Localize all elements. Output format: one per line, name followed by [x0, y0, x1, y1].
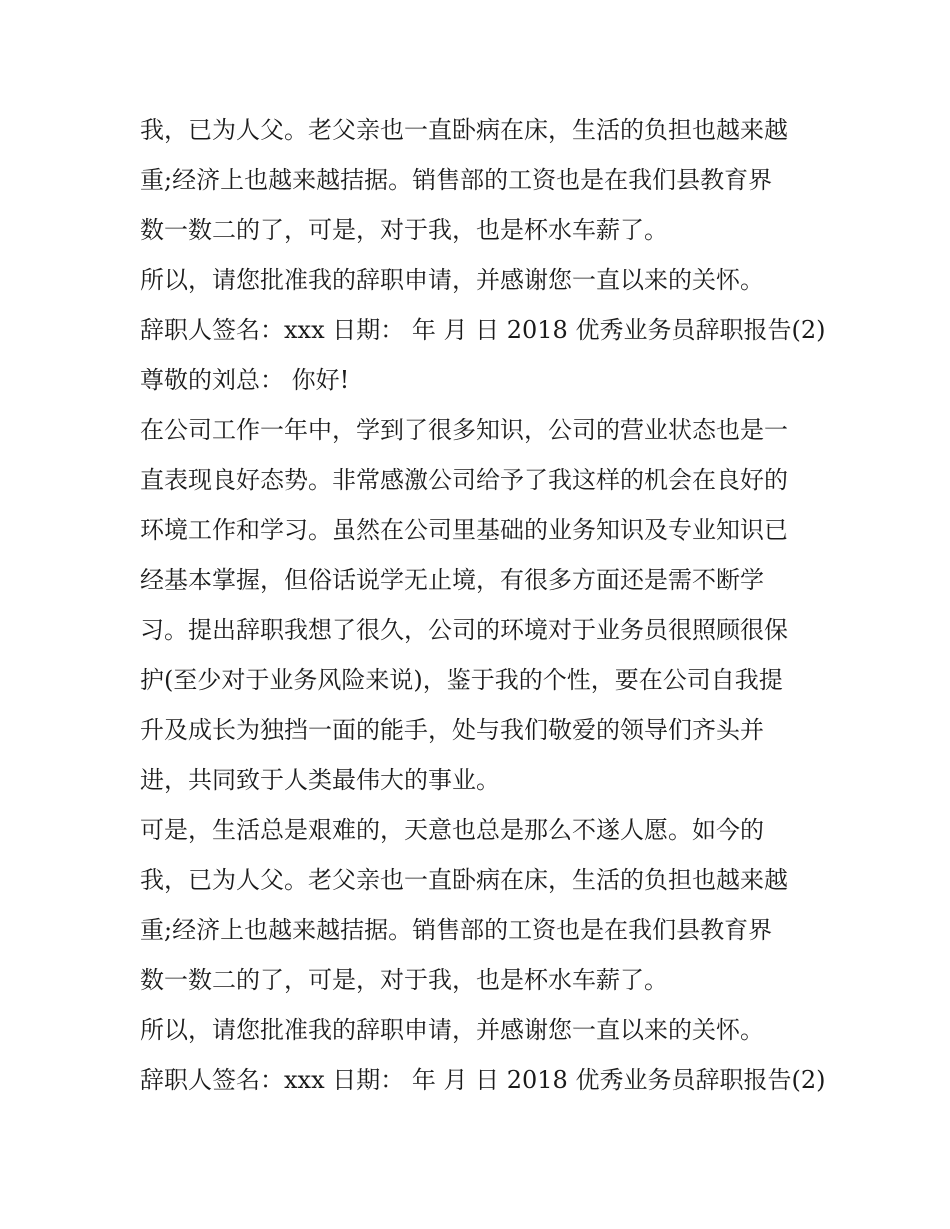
salutation: 尊敬的刘总： 你好!: [140, 366, 350, 394]
signature-line: 辞职人签名：xxx 日期： 年 月 日 2018 优秀业务员辞职报告(2): [140, 1066, 826, 1094]
text-line: 数一数二的了，可是，对于我，也是杯水车薪了。: [140, 966, 668, 994]
text-line: 在公司工作一年中，学到了很多知识，公司的营业状态也是一: [140, 416, 788, 444]
text-line: 所以，请您批准我的辞职申请，并感谢您一直以来的关怀。: [140, 1016, 764, 1044]
text-line: 环境工作和学习。虽然在公司里基础的业务知识及专业知识已: [140, 516, 788, 544]
text-line: 直表现良好态势。非常感激公司给予了我这样的机会在良好的: [140, 466, 788, 494]
text-line: 数一数二的了，可是，对于我，也是杯水车薪了。: [140, 216, 668, 244]
text-line: 护(至少对于业务风险来说)，鉴于我的个性，要在公司自我提: [140, 666, 783, 694]
text-line: 习。提出辞职我想了很久，公司的环境对于业务员很照顾很保: [140, 616, 788, 644]
text-line: 所以，请您批准我的辞职申请，并感谢您一直以来的关怀。: [140, 266, 764, 294]
text-line: 重;经济上也越来越拮据。销售部的工资也是在我们县教育界: [140, 916, 773, 944]
text-line: 我，已为人父。老父亲也一直卧病在床，生活的负担也越来越: [140, 866, 788, 894]
text-line: 升及成长为独挡一面的能手，处与我们敬爱的领导们齐头并: [140, 716, 764, 744]
text-line: 经基本掌握，但俗话说学无止境，有很多方面还是需不断学: [140, 566, 764, 594]
text-line: 可是，生活总是艰难的，天意也总是那么不遂人愿。如今的: [140, 816, 764, 844]
signature-line: 辞职人签名：xxx 日期： 年 月 日 2018 优秀业务员辞职报告(2): [140, 316, 826, 344]
text-line: 重;经济上也越来越拮据。销售部的工资也是在我们县教育界: [140, 166, 773, 194]
text-line: 我，已为人父。老父亲也一直卧病在床，生活的负担也越来越: [140, 116, 788, 144]
text-line: 进，共同致于人类最伟大的事业。: [140, 766, 500, 794]
